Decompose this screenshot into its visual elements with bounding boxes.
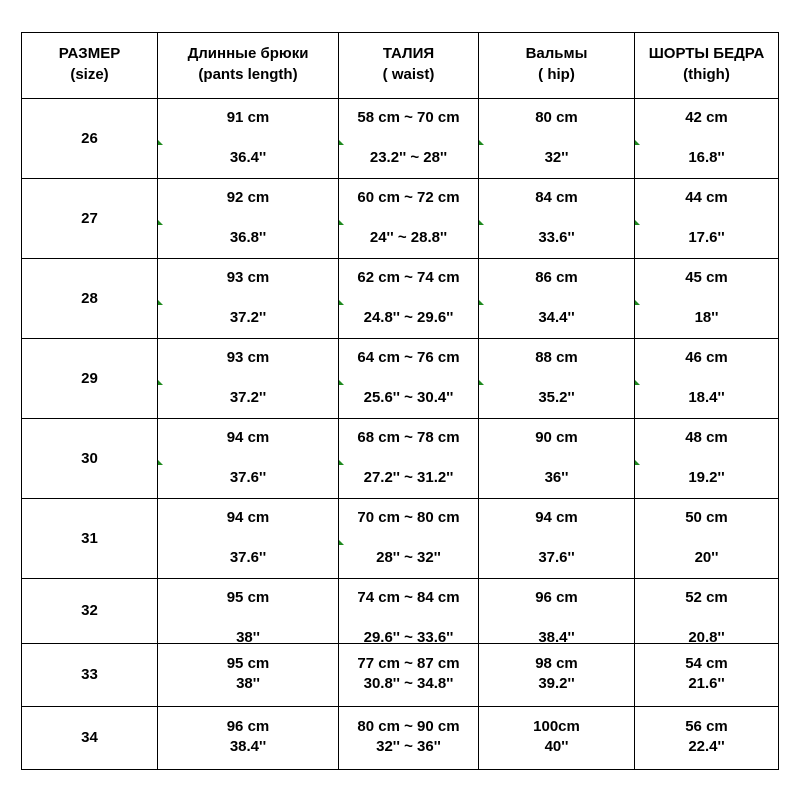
thigh-inch-value: 18'' — [694, 309, 719, 326]
waist-cm-value: 60 cm ~ 72 cm — [357, 189, 460, 206]
size-cell — [22, 707, 157, 769]
hip-cell — [478, 499, 634, 578]
pants-length-inch-value: 38'' — [236, 675, 260, 692]
waist-cell — [338, 707, 478, 769]
waist-cell — [338, 419, 478, 498]
green-corner-marker-icon — [635, 140, 640, 145]
thigh-inch-value: 20'' — [694, 549, 719, 566]
thigh-cm-value: 42 cm — [685, 109, 728, 126]
header-hip — [478, 33, 634, 98]
waist-cell — [338, 644, 478, 706]
header-pants-length-subtitle: (pants length) — [198, 66, 298, 83]
pants-length-cm-value: 95 cm — [226, 655, 270, 672]
waist-cell — [338, 499, 478, 578]
size-value: 34 — [81, 729, 98, 746]
waist-cm-value: 62 cm ~ 74 cm — [357, 269, 460, 286]
hip-cm-value: 90 cm — [535, 429, 578, 446]
pants-length-inch-value: 36.8'' — [229, 229, 267, 246]
header-size-title: РАЗМЕР — [58, 45, 121, 62]
hip-inch-value: 36'' — [544, 469, 569, 486]
header-waist-title: ТАЛИЯ — [382, 45, 435, 62]
size-cell — [22, 579, 157, 643]
pants-length-cm-value: 94 cm — [226, 429, 270, 446]
size-cell — [22, 179, 157, 258]
waist-inch-value: 27.2'' ~ 31.2'' — [363, 469, 454, 486]
thigh-cm-value: 50 cm — [685, 509, 728, 526]
pants-length-inch-value: 38'' — [236, 629, 260, 646]
hip-cm-value: 100cm — [533, 718, 580, 735]
size-value: 30 — [81, 449, 98, 467]
pants-length-inch-value: 37.2'' — [229, 309, 267, 326]
header-size-subtitle: (size) — [70, 66, 109, 83]
green-corner-marker-icon — [635, 300, 640, 305]
green-corner-marker-icon — [158, 300, 163, 305]
thigh-cm-value: 44 cm — [685, 189, 728, 206]
hip-cell — [478, 339, 634, 418]
size-cell — [22, 499, 157, 578]
pants-length-cell — [157, 499, 338, 578]
pants-length-cell — [157, 579, 338, 646]
size-table — [21, 32, 779, 770]
thigh-inch-value: 21.6'' — [688, 675, 725, 692]
thigh-cell — [634, 499, 778, 578]
green-corner-marker-icon — [339, 460, 344, 465]
waist-inch-value: 32'' ~ 36'' — [376, 738, 441, 755]
thigh-cell — [634, 419, 778, 498]
header-thigh-subtitle: (thigh) — [683, 66, 730, 83]
hip-inch-value: 33.6'' — [538, 229, 575, 246]
thigh-inch-value: 18.4'' — [688, 389, 725, 406]
hip-inch-value: 39.2'' — [538, 675, 575, 692]
waist-cm-value: 58 cm ~ 70 cm — [357, 109, 460, 126]
thigh-cm-value: 52 cm — [685, 589, 728, 606]
size-value: 29 — [81, 369, 98, 387]
waist-cm-value: 77 cm ~ 87 cm — [357, 655, 460, 672]
green-corner-marker-icon — [479, 140, 484, 145]
green-corner-marker-icon — [158, 140, 163, 145]
hip-cm-value: 80 cm — [535, 109, 578, 126]
size-cell — [22, 259, 157, 338]
green-corner-marker-icon — [635, 380, 640, 385]
table-row — [22, 706, 778, 769]
pants-length-cm-value: 91 cm — [226, 109, 270, 126]
header-row — [22, 33, 778, 98]
thigh-inch-value: 20.8'' — [688, 629, 725, 646]
header-thigh — [634, 33, 778, 98]
green-corner-marker-icon — [635, 220, 640, 225]
hip-cm-value: 98 cm — [535, 655, 578, 672]
pants-length-inch-value: 37.2'' — [229, 389, 267, 406]
thigh-inch-value: 17.6'' — [688, 229, 725, 246]
pants-length-cell — [157, 644, 338, 706]
green-corner-marker-icon — [339, 380, 344, 385]
green-corner-marker-icon — [158, 460, 163, 465]
size-value: 28 — [81, 289, 98, 307]
waist-inch-value: 29.6'' ~ 33.6'' — [363, 629, 454, 646]
pants-length-inch-value: 37.6'' — [229, 549, 267, 566]
hip-inch-value: 35.2'' — [538, 389, 575, 406]
pants-length-cell — [157, 339, 338, 418]
waist-inch-value: 24.8'' ~ 29.6'' — [363, 309, 454, 326]
pants-length-inch-value: 36.4'' — [229, 149, 267, 166]
hip-inch-value: 32'' — [544, 149, 569, 166]
size-cell — [22, 644, 157, 706]
thigh-cm-value: 45 cm — [685, 269, 728, 286]
pants-length-cell — [157, 707, 338, 769]
waist-cm-value: 64 cm ~ 76 cm — [357, 349, 460, 366]
table-row — [22, 338, 778, 418]
size-cell — [22, 339, 157, 418]
header-hip-title: Вальмы — [525, 45, 588, 62]
table-row — [22, 418, 778, 498]
hip-cell — [478, 419, 634, 498]
table-row — [22, 498, 778, 578]
thigh-cm-value: 56 cm — [685, 718, 728, 735]
waist-cell — [338, 579, 478, 646]
waist-cm-value: 80 cm ~ 90 cm — [357, 718, 460, 735]
hip-cell — [478, 707, 634, 769]
pants-length-cm-value: 96 cm — [226, 718, 270, 735]
hip-cm-value: 94 cm — [535, 509, 578, 526]
waist-inch-value: 23.2'' ~ 28'' — [369, 149, 448, 166]
pants-length-cell — [157, 259, 338, 338]
hip-inch-value: 40'' — [544, 738, 569, 755]
header-pants-length-title: Длинные брюки — [187, 45, 309, 62]
waist-cell — [338, 179, 478, 258]
thigh-inch-value: 19.2'' — [688, 469, 725, 486]
thigh-inch-value: 16.8'' — [688, 149, 725, 166]
waist-inch-value: 24'' ~ 28.8'' — [369, 229, 448, 246]
green-corner-marker-icon — [479, 220, 484, 225]
waist-cm-value: 70 cm ~ 80 cm — [357, 509, 460, 526]
hip-cell — [478, 579, 634, 646]
pants-length-cell — [157, 179, 338, 258]
green-corner-marker-icon — [339, 300, 344, 305]
header-hip-subtitle: ( hip) — [538, 66, 575, 83]
header-size — [22, 33, 157, 98]
header-waist-subtitle: ( waist) — [382, 66, 435, 83]
thigh-cm-value: 48 cm — [685, 429, 728, 446]
green-corner-marker-icon — [479, 380, 484, 385]
green-corner-marker-icon — [339, 140, 344, 145]
thigh-cell — [634, 179, 778, 258]
pants-length-cm-value: 95 cm — [226, 589, 270, 606]
hip-cell — [478, 99, 634, 178]
waist-cell — [338, 99, 478, 178]
waist-cell — [338, 339, 478, 418]
pants-length-inch-value: 37.6'' — [229, 469, 267, 486]
pants-length-cm-value: 93 cm — [226, 269, 270, 286]
table-row — [22, 258, 778, 338]
size-value: 31 — [81, 529, 98, 547]
pants-length-cm-value: 93 cm — [226, 349, 270, 366]
thigh-cell — [634, 644, 778, 706]
pants-length-cm-value: 94 cm — [226, 509, 270, 526]
size-value: 32 — [81, 602, 98, 619]
thigh-cell — [634, 579, 778, 646]
table-row — [22, 178, 778, 258]
hip-inch-value: 34.4'' — [538, 309, 575, 326]
hip-cm-value: 96 cm — [535, 589, 578, 606]
size-value: 33 — [81, 666, 98, 683]
table-row — [22, 578, 778, 646]
waist-cell — [338, 259, 478, 338]
thigh-cell — [634, 339, 778, 418]
thigh-cell — [634, 707, 778, 769]
pants-length-cm-value: 92 cm — [226, 189, 270, 206]
thigh-cell — [634, 259, 778, 338]
header-pants-length — [157, 33, 338, 98]
hip-inch-value: 38.4'' — [538, 629, 575, 646]
thigh-inch-value: 22.4'' — [688, 738, 725, 755]
header-thigh-title: ШОРТЫ БЕДРА — [648, 45, 765, 62]
header-waist — [338, 33, 478, 98]
size-cell — [22, 419, 157, 498]
thigh-cm-value: 54 cm — [685, 655, 728, 672]
waist-inch-value: 30.8'' ~ 34.8'' — [363, 675, 454, 692]
waist-cm-value: 74 cm ~ 84 cm — [357, 589, 460, 606]
green-corner-marker-icon — [158, 380, 163, 385]
pants-length-cell — [157, 99, 338, 178]
green-corner-marker-icon — [479, 300, 484, 305]
pants-length-inch-value: 38.4'' — [229, 738, 267, 755]
hip-cm-value: 88 cm — [535, 349, 578, 366]
table-row — [22, 98, 778, 178]
green-corner-marker-icon — [635, 460, 640, 465]
hip-cm-value: 84 cm — [535, 189, 578, 206]
waist-inch-value: 28'' ~ 32'' — [376, 549, 441, 566]
green-corner-marker-icon — [339, 220, 344, 225]
hip-cell — [478, 259, 634, 338]
table-row — [22, 643, 778, 706]
green-corner-marker-icon — [339, 540, 344, 545]
hip-cm-value: 86 cm — [535, 269, 578, 286]
waist-inch-value: 25.6'' ~ 30.4'' — [363, 389, 454, 406]
waist-cm-value: 68 cm ~ 78 cm — [357, 429, 460, 446]
size-cell — [22, 99, 157, 178]
thigh-cm-value: 46 cm — [685, 349, 728, 366]
size-value: 26 — [81, 129, 98, 147]
pants-length-cell — [157, 419, 338, 498]
hip-inch-value: 37.6'' — [538, 549, 575, 566]
green-corner-marker-icon — [158, 220, 163, 225]
thigh-cell — [634, 99, 778, 178]
hip-cell — [478, 179, 634, 258]
hip-cell — [478, 644, 634, 706]
size-value: 27 — [81, 209, 98, 227]
